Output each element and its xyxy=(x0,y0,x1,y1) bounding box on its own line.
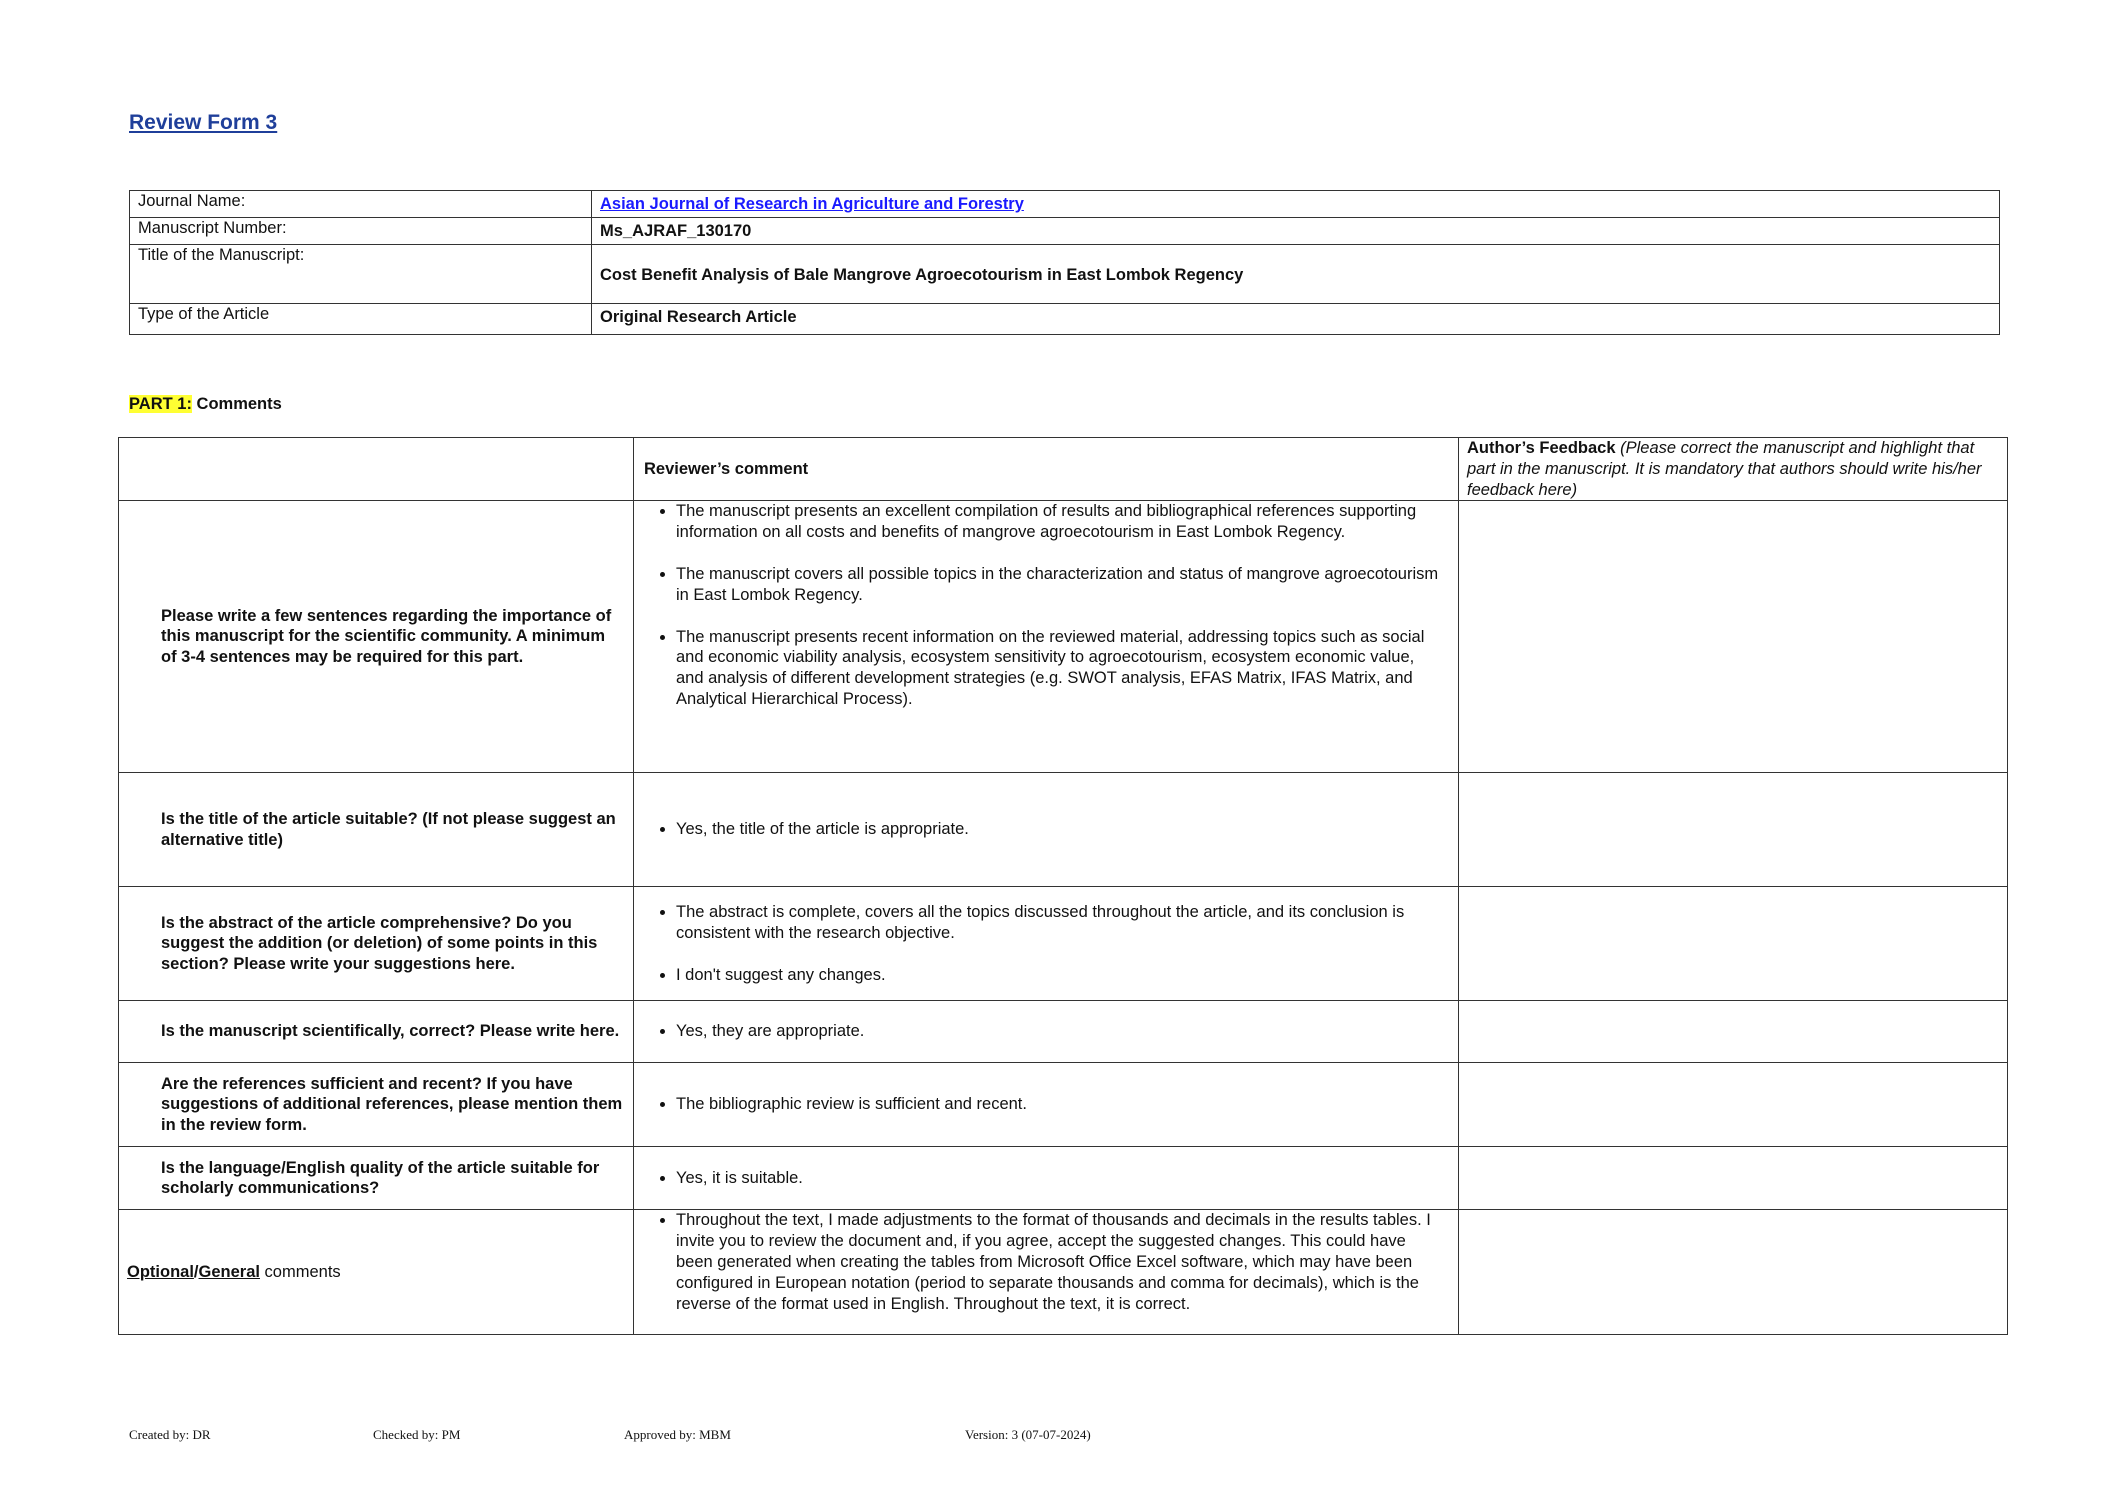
journal-label: Journal Name: xyxy=(130,191,592,218)
reviewer-comment: • Yes, it is suitable. xyxy=(676,1168,1444,1189)
part-title: Comments xyxy=(196,395,282,413)
comments-table xyxy=(118,437,2008,1335)
comment-row xyxy=(119,501,2008,773)
label-separator: / xyxy=(193,1262,199,1281)
reviewer-comment: • I don't suggest any changes. xyxy=(676,965,1444,986)
footer-checked: Checked by: PM xyxy=(373,1427,461,1442)
article-type-label: Type of the Article xyxy=(130,304,592,335)
footer-approved: Approved by: MBM xyxy=(624,1427,731,1442)
footer-version: Version: 3 (07-07-2024) xyxy=(965,1427,1091,1442)
manuscript-number-label: Manuscript Number: xyxy=(130,218,592,245)
header-empty xyxy=(119,438,634,501)
question: Is the title of the article suitable? (If not please suggest an alternative title) xyxy=(119,773,634,887)
optional-comment: • Throughout the text, I made adjustments to the format of thousands and decimals in the results tables. I invite you to review the document and, if you agree, accept the suggested changes. This could have been generated when creating the tables from Microsoft Office Excel software, which may have been configured in European notation (period to separate thousands and comma for decimals), which is the reverse of the format used in English. Throughout the text, it is correct. xyxy=(676,1210,1444,1314)
author-feedback-instructions: (Please correct the manuscript and highlight that part in the manuscript. It is mandatory that authors should write his/her feedback here) xyxy=(1467,439,1982,499)
author-feedback-cell[interactable] xyxy=(1459,1001,2008,1063)
reviewer-comment-header: Reviewer’s comment xyxy=(634,438,1459,501)
manuscript-title-label: Title of the Manuscript: xyxy=(130,245,592,304)
reviewer-comment-cell xyxy=(634,501,1459,773)
author-feedback-cell[interactable] xyxy=(1459,1063,2008,1147)
manuscript-info-table xyxy=(129,190,2000,335)
reviewer-comment-cell xyxy=(634,773,1459,887)
part-label: PART 1: xyxy=(129,395,192,413)
comment-row xyxy=(119,773,2008,887)
reviewer-comment: • The manuscript presents an excellent compilation of results and bibliographical references supporting information on all costs and benefits of mangrove agroecotourism in East Lombok Regency. xyxy=(676,501,1444,543)
footer-created: Created by: DR xyxy=(129,1427,211,1442)
general-label: General xyxy=(198,1262,260,1281)
manuscript-title-value: Cost Benefit Analysis of Bale Mangrove Agroecotourism in East Lombok Regency xyxy=(592,245,2000,304)
reviewer-comment: • The bibliographic review is sufficient and recent. xyxy=(676,1094,1444,1115)
question: Is the manuscript scientifically, correct? Please write here. xyxy=(119,1001,634,1063)
optional-comment-cell xyxy=(634,1210,1459,1335)
article-type-value: Original Research Article xyxy=(592,304,2000,335)
author-feedback-cell[interactable] xyxy=(1459,1210,2008,1335)
reviewer-comment: • The manuscript covers all possible topics in the characterization and status of mangrove agroecotourism in East Lombok Regency. xyxy=(676,564,1444,606)
author-feedback-cell[interactable] xyxy=(1459,1147,2008,1210)
comments-label: comments xyxy=(259,1262,341,1281)
reviewer-comment: • Yes, they are appropriate. xyxy=(676,1021,1444,1042)
question: Is the abstract of the article comprehensive? Do you suggest the addition (or deletion) of some points in this section? Please write your suggestions here. xyxy=(119,887,634,1001)
reviewer-comment: • Yes, the title of the article is appropriate. xyxy=(676,819,1444,840)
comment-row xyxy=(119,1147,2008,1210)
form-title: Review Form 3 xyxy=(129,111,278,134)
manuscript-number-value: Ms_AJRAF_130170 xyxy=(592,218,2000,245)
author-feedback-cell[interactable] xyxy=(1459,773,2008,887)
author-feedback-title: Author’s Feedback xyxy=(1467,439,1616,457)
reviewer-comment: • The manuscript presents recent information on the reviewed material, addressing topics such as social and economic viability analysis, ecosystem sensitivity to agroecotourism, ecosystem economic value, and analysis of different development strategies (e.g. SWOT analysis, EFAS Matrix, IFAS Matrix, and Analytical Hierarchical Process). xyxy=(676,627,1444,710)
optional-label: Optional xyxy=(127,1262,194,1281)
journal-link[interactable]: Asian Journal of Research in Agriculture and Forestry xyxy=(600,195,1024,213)
reviewer-comment-cell xyxy=(634,1147,1459,1210)
author-feedback-cell[interactable] xyxy=(1459,887,2008,1001)
part-heading xyxy=(129,394,282,415)
reviewer-comment: • The abstract is complete, covers all the topics discussed throughout the article, and its conclusion is consistent with the research objective. xyxy=(676,902,1444,944)
question: Are the references sufficient and recent? If you have suggestions of additional references, please mention them in the review form. xyxy=(119,1063,634,1147)
comment-row xyxy=(119,1063,2008,1147)
comment-row xyxy=(119,887,2008,1001)
optional-general-label xyxy=(119,1210,634,1335)
author-feedback-cell[interactable] xyxy=(1459,501,2008,773)
question: Please write a few sentences regarding the importance of this manuscript for the scientific community. A minimum of 3-4 sentences may be required for this part. xyxy=(119,501,634,773)
author-feedback-header xyxy=(1459,438,2008,501)
question: Is the language/English quality of the article suitable for scholarly communications? xyxy=(119,1147,634,1210)
reviewer-comment-cell xyxy=(634,1001,1459,1063)
reviewer-comment-cell xyxy=(634,1063,1459,1147)
reviewer-comment-cell xyxy=(634,887,1459,1001)
comment-row xyxy=(119,1001,2008,1063)
